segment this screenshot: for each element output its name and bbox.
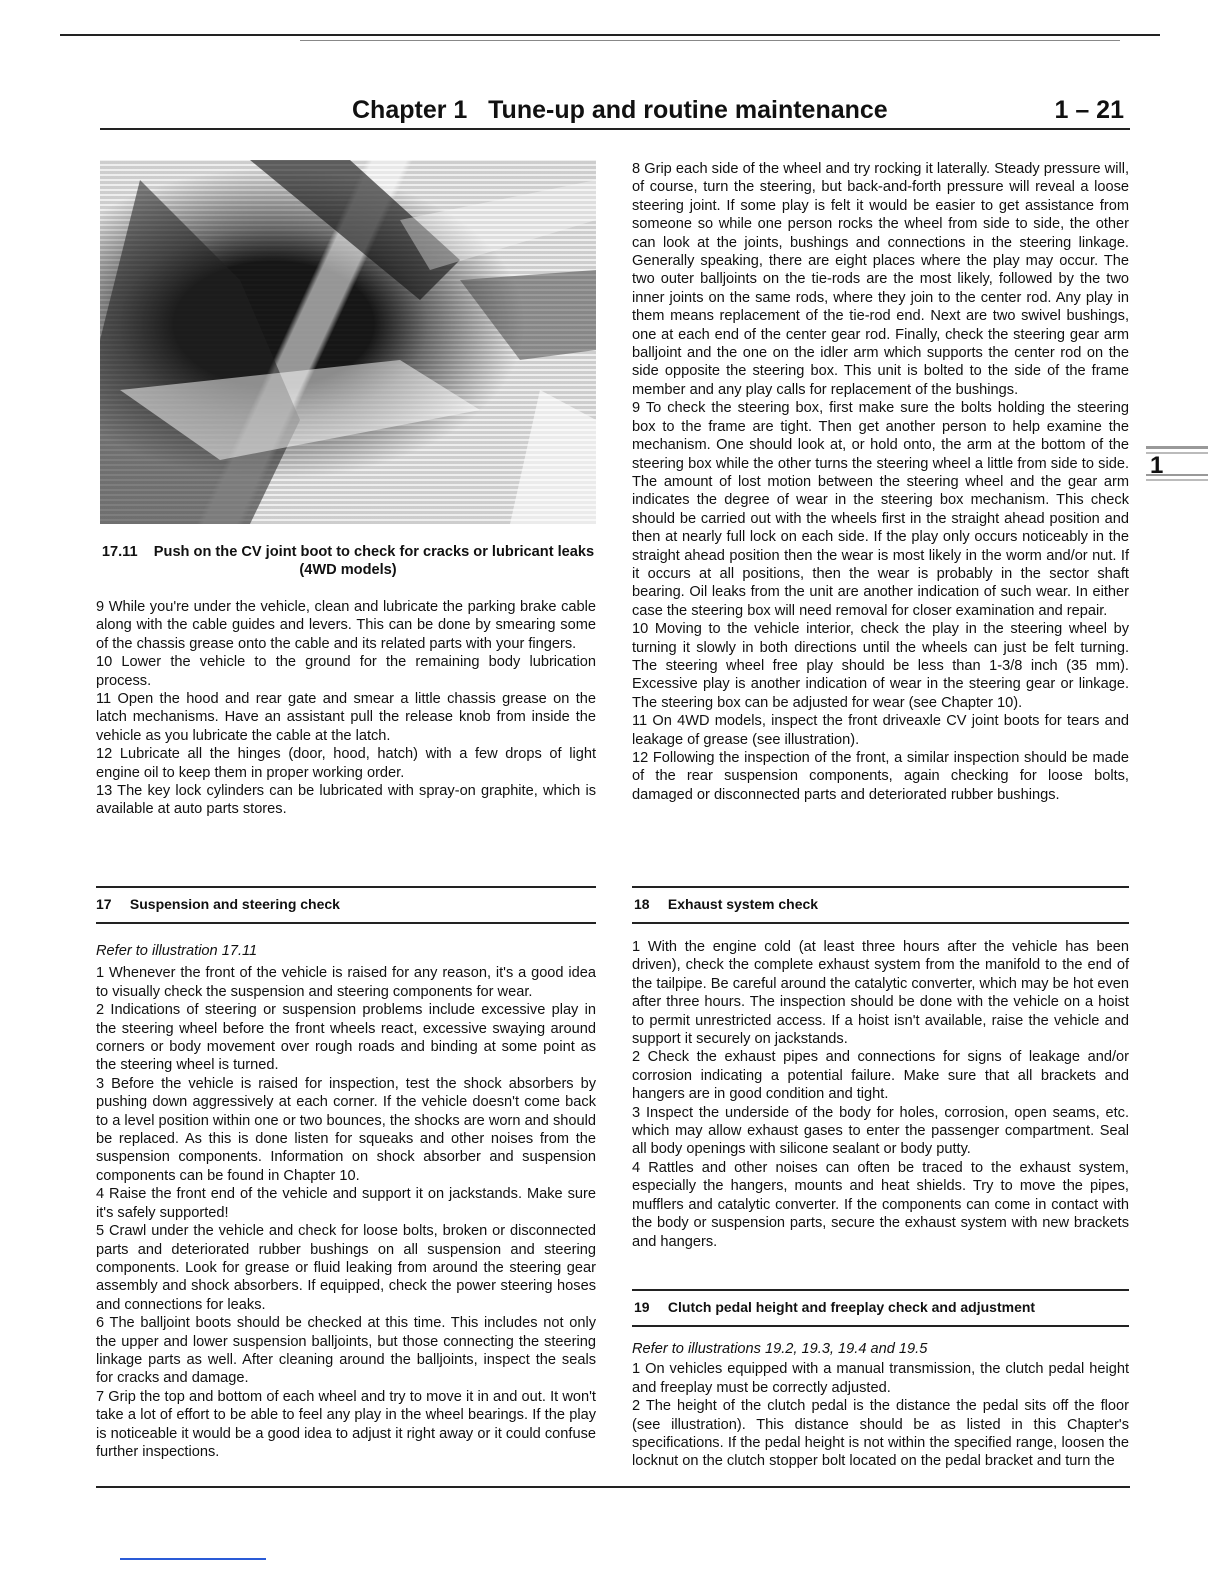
- figure-caption-text: Push on the CV joint boot to check for cracks or lubricant leaks (4WD models): [153, 544, 595, 578]
- paragraph: 9 While you're under the vehicle, clean and lubricate the parking brake cable along with the cable guides and levers. This can be done by smearing some of the chassis grease onto the cable and its related parts with your fingers.: [96, 599, 596, 652]
- left-column-top: [96, 598, 596, 819]
- paragraph: 2 The height of the clutch pedal is the distance the pedal sits off the floor (see illustration). This distance should be as listed in this Chapter's specifications. If the pedal height is not within the specified range, loosen the locknut on the clutch stopper bolt located on the pedal bracket and turn the: [632, 1398, 1129, 1470]
- top-rule-thin: [300, 40, 1120, 41]
- section-19-ref: Refer to illustrations 19.2, 19.3, 19.4 and 19.5: [632, 1341, 928, 1357]
- section-rule: [96, 886, 596, 888]
- paragraph: 2 Indications of steering or suspension problems include excessive play in the steering wheel before the front wheels react, excessive swaying around corners or body movement over rough roads and binding at some point as the steering wheel is turned.: [96, 1002, 596, 1074]
- figure-caption-number: 17.11: [101, 544, 138, 560]
- header-rule: [100, 128, 1130, 130]
- section-18-heading: [634, 896, 818, 912]
- section-rule: [632, 1325, 1129, 1327]
- scan-artifact-line: [120, 1558, 266, 1560]
- bottom-rule: [96, 1486, 1130, 1488]
- section-17-ref: Refer to illustration 17.11: [96, 943, 258, 959]
- paragraph: 13 The key lock cylinders can be lubricated with spray-on graphite, which is available at auto parts stores.: [96, 783, 596, 818]
- chapter-tab-marker: [1146, 440, 1208, 486]
- section-18-title: Exhaust system check: [667, 896, 819, 912]
- right-column-top: [632, 160, 1129, 804]
- section-17-title: Suspension and steering check: [129, 896, 340, 912]
- page-number: 1 – 21: [1054, 96, 1124, 124]
- section-17-number: 17: [96, 896, 112, 912]
- section-19-number: 19: [634, 1299, 650, 1315]
- paragraph: 3 Before the vehicle is raised for inspection, test the shock absorbers by pushing down aggressively at each corner. If the vehicle doesn't come back to a level position within one or two bounces, the shocks are worn and should be replaced. As this is done listen for squeaks and other noises from the suspension components. Information on shock absorber and suspension components can be found in Chapter 10.: [96, 1075, 596, 1184]
- paragraph: 7 Grip the top and bottom of each wheel and try to move it in and out. It won't take a lot of effort to be able to feel any play in the wheel bearings. If the play is noticeable it would be a good idea to adjust it right away or it could confuse further inspections.: [96, 1388, 596, 1460]
- section-17-body: [96, 942, 596, 1461]
- paragraph: 1 On vehicles equipped with a manual transmission, the clutch pedal height and freeplay must be correctly adjusted.: [632, 1361, 1129, 1396]
- paragraph: 12 Following the inspection of the front, a similar inspection should be made of the rear suspension components, again checking for loose bolts, damaged or disconnected parts and deteriorated rubber bushings.: [632, 750, 1129, 803]
- section-18-body: [632, 938, 1129, 1251]
- section-17-heading: [96, 896, 340, 912]
- tab-number: 1: [1150, 452, 1164, 479]
- paragraph: 5 Crawl under the vehicle and check for loose bolts, broken or disconnected parts and deteriorated rubber bushings on all suspension and steering components. Look for grease or fluid leaking from around the steering gear assembly and shock absorbers. If equipped, check the power steering hoses and connections for leaks.: [96, 1223, 596, 1313]
- paragraph: 8 Grip each side of the wheel and try rocking it laterally. Steady pressure will, of course, turn the steering, but back-and-forth pressure will reveal a loose steering joint. If some play is felt it would be easier to get assistance from someone so while one person rocks the wheel from side to side, the other can look at the joints, bushings and connections in the steering linkage. Generally speaking, there are eight places where the play may occur. The two outer balljoints on the tie-rods are the most likely, followed by the two inner joints on the same rods, where they join to the center rod. Any play in them means replacement of the tie-rod end. Next are two swivel bushings, one at each end of the center gear rod. Finally, check the steering gear arm balljoint and the one on the idler arm which supports the center rod on the side opposite the steering box. This unit is bolted to the side of the frame member and any play calls for replacement of the bushings.: [632, 161, 1129, 398]
- paragraph: 12 Lubricate all the hinges (door, hood, hatch) with a few drops of light engine oil to keep them in proper working order.: [96, 746, 596, 781]
- section-18-number: 18: [634, 896, 650, 912]
- paragraph: 1 Whenever the front of the vehicle is raised for any reason, it's a good idea to visually check the suspension and steering components for wear.: [96, 965, 596, 1000]
- figure-caption: [100, 543, 596, 579]
- section-rule: [632, 1289, 1129, 1291]
- paragraph: 9 To check the steering box, first make sure the bolts holding the steering box to the frame are tight. Then get another person to help examine the mechanism. One should look at, or hold onto, the arm at the bottom of the steering box while the other turns the steering wheel a little from side to side. The amount of lost motion between the steering wheel and the gear arm indicates the degree of wear in the steering box mechanism. This check should be carried out with the wheels first in the straight ahead position and then at nearly full lock on each side. If the play only occurs noticeably in the straight ahead position then the wear is most likely in the worm and/or nut. If it occurs at all positions, then the wear is probably in the sector shaft bearing. Oil leaks from the unit are another indication of such wear. In either case the steering box will need removal for closer examination and repair.: [632, 400, 1129, 619]
- section-19-title: Clutch pedal height and freeplay check and adjustment: [667, 1299, 1036, 1315]
- chapter-title: Chapter 1 Tune-up and routine maintenance: [352, 96, 888, 124]
- paragraph: 11 On 4WD models, inspect the front driveaxle CV joint boots for tears and leakage of grease (see illustration).: [632, 713, 1129, 748]
- page-header: [100, 96, 1130, 130]
- paragraph: 10 Lower the vehicle to the ground for the remaining body lubrication process.: [96, 654, 596, 689]
- section-rule: [632, 922, 1129, 924]
- section-rule: [96, 922, 596, 924]
- section-19-heading: [634, 1299, 1035, 1315]
- paragraph: 3 Inspect the underside of the body for holes, corrosion, open seams, etc. which may allow exhaust gases to enter the passenger compartment. Seal all body openings with silicone sealant or body putty.: [632, 1104, 1129, 1158]
- paragraph: 10 Moving to the vehicle interior, check the play in the steering wheel by turning it slowly in both directions until the wheels can just be felt turning. The steering wheel free play should be less than 1-3/8 inch (35 mm). Excessive play is another indication of wear in the steering gear or linkage. The steering box can be adjusted for wear (see Chapter 10).: [632, 621, 1129, 711]
- paragraph: 11 Open the hood and rear gate and smear a little chassis grease on the latch mechanisms. Have an assistant pull the release knob from inside the vehicle as you lubricate the cable at the latch.: [96, 691, 596, 744]
- paragraph: 4 Raise the front end of the vehicle and support it on jackstands. Make sure it's safely supported!: [96, 1186, 596, 1221]
- section-rule: [632, 886, 1129, 888]
- photo-texture: [100, 160, 596, 524]
- cv-joint-photo: [100, 160, 596, 524]
- section-19-body: [632, 1340, 1129, 1471]
- paragraph: 1 With the engine cold (at least three hours after the vehicle has been driven), check the complete exhaust system from the manifold to the end of the tailpipe. Be careful around the catalytic converter, which may be hot even after three hours. The inspection should be done with the vehicle on a hoist to permit unrestricted access. If a hoist isn't available, raise the vehicle and support it securely on jackstands.: [632, 939, 1129, 1048]
- top-rule: [60, 34, 1160, 36]
- paragraph: 4 Rattles and other noises can often be traced to the exhaust system, especially the hangers, mounts and heat shields. Try to move the pipes, mufflers and catalytic converter. If the components can come in contact with the body or suspension parts, secure the exhaust system with new brackets and hangers.: [632, 1159, 1129, 1250]
- paragraph: 2 Check the exhaust pipes and connections for signs of leakage and/or corrosion indicating a potential failure. Make sure that all brackets and hangers are in good condition and tight.: [632, 1049, 1129, 1103]
- paragraph: 6 The balljoint boots should be checked at this time. This includes not only the upper and lower suspension balljoints, but those connecting the steering linkage parts as well. After cleaning around the balljoints, inspect the seals for cracks and damage.: [96, 1315, 596, 1387]
